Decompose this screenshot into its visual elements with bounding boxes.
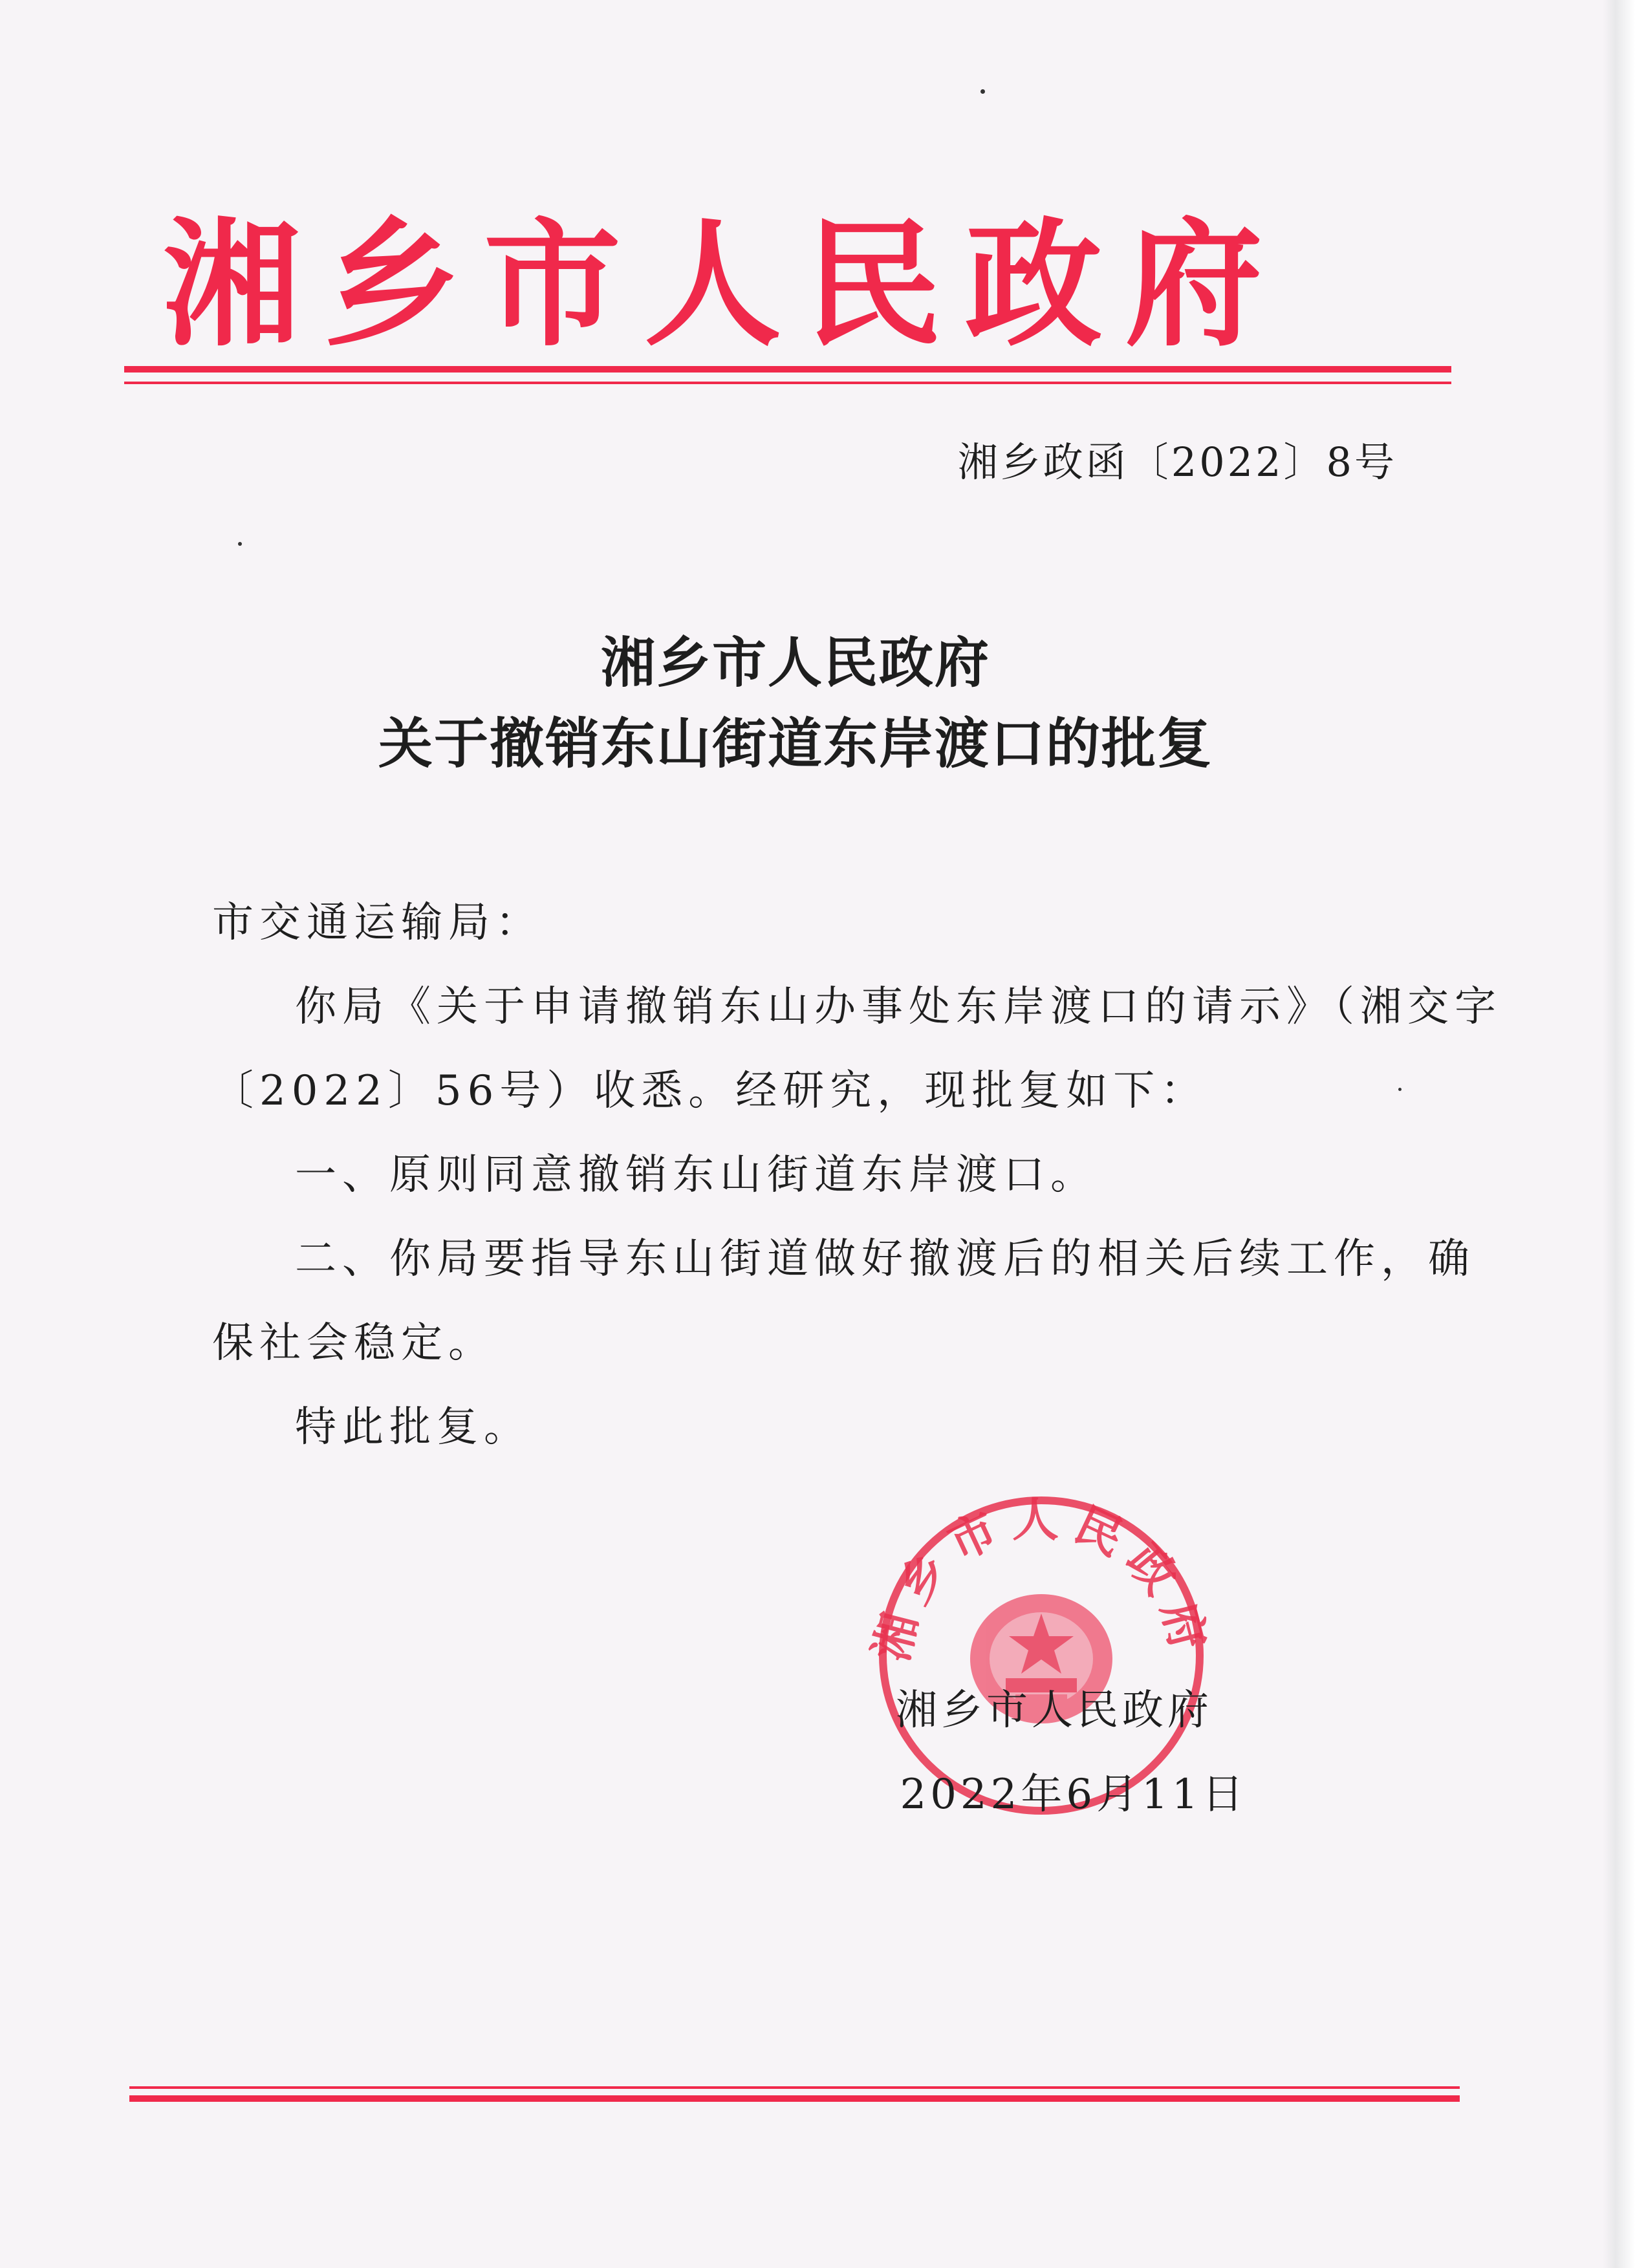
document-title-line2: 关于撤销东山街道东岸渡口的批复 (378, 711, 1213, 775)
body-paragraph: 特此批复。 (295, 1403, 531, 1451)
masthead-title: 湘乡市人民政府 (163, 204, 1286, 365)
body-paragraph: 一、原则同意撤销东山街道东岸渡口。 (295, 1151, 1098, 1199)
body-paragraph: 你局《关于申请撤销东山办事处东岸渡口的请示》（湘交字 (295, 983, 1502, 1031)
scan-speck (238, 542, 242, 546)
document-title-line1: 湘乡市人民政府 (600, 631, 990, 695)
body-paragraph: 〔2022〕56号）收悉。经研究，现批复如下： (212, 1067, 1208, 1115)
issuer-name: 湘乡市人民政府 (896, 1687, 1213, 1734)
footer-rule-thick (129, 2095, 1460, 2102)
masthead-rule-thin (124, 382, 1451, 384)
document-body (212, 881, 1502, 1469)
body-paragraph: 保社会稳定。 (212, 1319, 495, 1367)
paper-edge (1603, 0, 1635, 2268)
footer-rule-thin (129, 2086, 1460, 2089)
issue-date: 2022年6月11日 (900, 1771, 1248, 1819)
seal-lettering: 湘乡市人民政府 (863, 1493, 1219, 1667)
document-number: 湘乡政函〔2022〕8号 (957, 438, 1397, 486)
addressee: 市交通运输局： (212, 899, 543, 947)
scan-speck (980, 89, 985, 94)
masthead-rule-thick (124, 366, 1451, 373)
body-paragraph: 二、你局要指导东山街道做好撤渡后的相关后续工作，确 (295, 1235, 1475, 1283)
